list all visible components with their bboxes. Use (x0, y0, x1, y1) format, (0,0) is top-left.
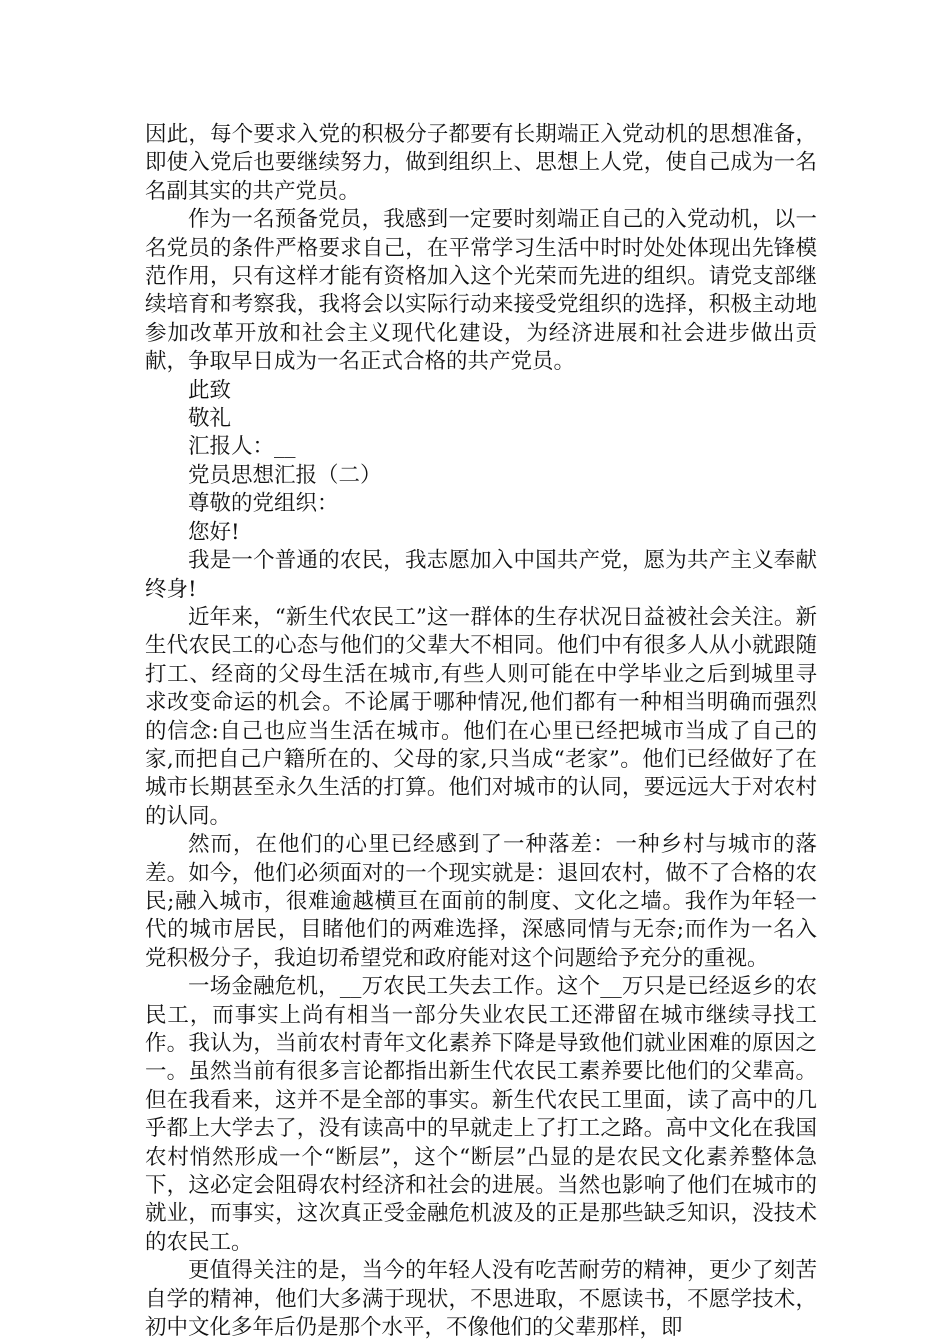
reporter-signature: 汇报人：__ (188, 434, 296, 460)
paragraph-gap: 然而，在他们的心里已经感到了一种落差：一种乡村与城市的落差。如今，他们必须面对的一个现实就是：退回农村，做不了合格的农民;融入城市，很难逾越横亘在面前的制度、文化之墙。我作为年轻一代的城市居民，目睹他们的两难选择，深感同情与无奈;而作为一名入党积极分子，我迫切希望党和政府能对这个问题给予充分的重视。 (145, 832, 817, 971)
greeting-addressee: 尊敬的党组织： (188, 491, 339, 517)
paragraph-probationary-member: 作为一名预备党员，我感到一定要时刻端正自己的入党动机，以一名党员的条件严格要求自己，在平常学习生活中时时处处体现出先锋模范作用，只有这样才能有资格加入这个光荣而先进的组织。请党支部继续培育和考察我，我将会以实际行动来接受党组织的选择，积极主动地参加改革开放和社会主义现代化建设，为经济进展和社会进步做出贡献，争取早日成为一名正式合格的共产党员。 (145, 207, 817, 375)
paragraph-new-generation: 近年来，“新生代农民工”这一群体的生存状况日益被社会关注。新生代农民工的心态与他们的父辈大不相同。他们中有很多人从小就跟随打工、经商的父母生活在城市,有些人则可能在中学毕业之后到城里寻求改变命运的机会。不论属于哪种情况,他们都有一种相当明确而强烈的信念:自己也应当生活在城市。他们在心里已经把城市当成了自己的家,而把自己户籍所在的、父母的家,只当成“老家”。他们已经做好了在城市长期甚至永久生活的打算。他们对城市的认同，要远远大于对农村的认同。 (145, 604, 817, 829)
document-page (145, 121, 817, 1342)
closing-regards: 敬礼 (188, 406, 232, 432)
closing-salutation: 此致 (188, 377, 232, 403)
paragraph-hardship-spirit: 更值得关注的是，当今的年轻人没有吃苦耐劳的精神，更少了刻苦自学的精神，他们大多满于现状，不思进取，不愿读书，不愿学技术，初中文化多年后仍是那个水平，不像他们的父辈那样，即 (145, 1258, 817, 1341)
paragraph-intro: 我是一个普通的农民，我志愿加入中国共产党，愿为共产主义奉献终身! (145, 548, 817, 602)
greeting-hello: 您好! (188, 519, 240, 545)
section-title: 党员思想汇报（二） (188, 462, 382, 488)
paragraph-financial-crisis: 一场金融危机，__万农民工失去工作。这个__万只是已经返乡的农民工，而事实上尚有相当一部分失业农民工还滞留在城市继续寻找工作。我认为，当前农村青年文化素养下降是导致他们就业困难的原因之一。虽然当前有很多言论都指出新生代农民工素养要比他们的父辈高。但在我看来，这并不是全部的事实。新生代农民工里面，读了高中的几乎都上大学去了，没有读高中的早就走上了打工之路。高中文化在我国农村悄然形成一个“断层”，这个“断层”凸显的是农民文化素养整体急下，这必定会阻碍农村经济和社会的进展。当然也影响了他们在城市的就业，而事实，这次真正受金融危机波及的正是那些缺乏知识，没技术的农民工。 (145, 974, 817, 1255)
paragraph-continuation: 因此，每个要求入党的积极分子都要有长期端正入党动机的思想准备，即使入党后也要继续努力，做到组织上、思想上人党，使自己成为一名名副其实的共产党员。 (145, 122, 817, 204)
